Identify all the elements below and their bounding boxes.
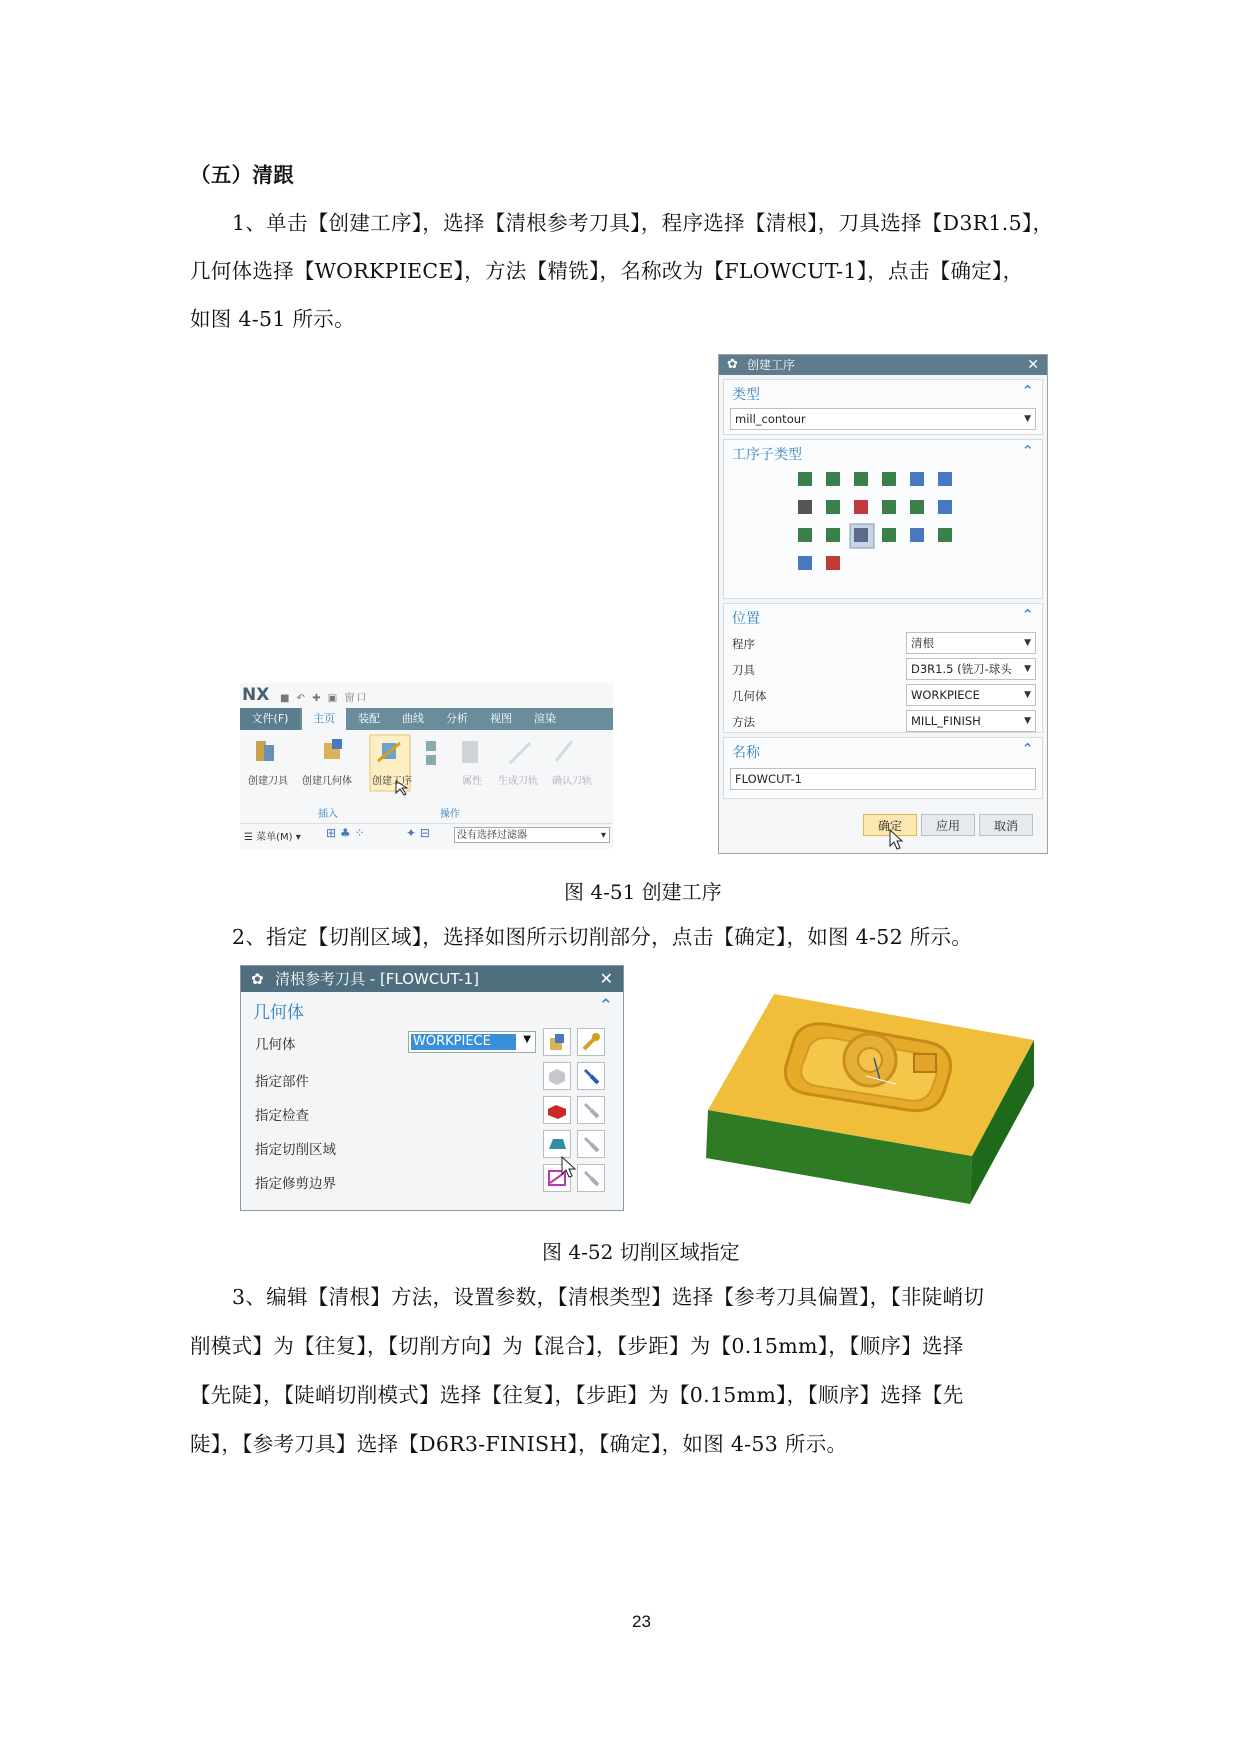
- gear-icon: ✿: [251, 970, 264, 988]
- program-combo[interactable]: 清根 ▼: [906, 632, 1036, 654]
- generate-path-button[interactable]: 生成刀轨: [498, 776, 538, 787]
- chevron-down-icon: ▼: [1024, 716, 1031, 726]
- flashlight-icon: [578, 1131, 604, 1157]
- wrench-icon: [578, 1029, 604, 1055]
- name-section: [723, 737, 1043, 799]
- show-check-button[interactable]: [577, 1096, 605, 1124]
- show-cut-area-button[interactable]: [577, 1130, 605, 1158]
- method-combo[interactable]: MILL_FINISH ▼: [906, 710, 1036, 732]
- type-section: [723, 379, 1043, 435]
- specify-cut-area-button[interactable]: [543, 1130, 571, 1158]
- ok-button[interactable]: 确定: [863, 814, 917, 836]
- apply-button[interactable]: 应用: [921, 814, 975, 836]
- location-section-header[interactable]: 位置: [732, 611, 760, 627]
- page-number: 23: [632, 1612, 651, 1631]
- para3-line1: 3、编辑【清根】方法，设置参数，【清根类型】选择【参考刀具偏置】，【非陡峭切: [232, 1285, 985, 1309]
- specify-check-label: 指定检查: [255, 1108, 309, 1124]
- window-icon[interactable]: ▣: [327, 693, 340, 704]
- verify-path-button[interactable]: 确认刀轨: [552, 776, 592, 787]
- specify-cut-area-label: 指定切削区域: [255, 1142, 336, 1158]
- subtype-section-header[interactable]: 工序子类型: [732, 447, 802, 463]
- specify-part-button[interactable]: [543, 1062, 571, 1090]
- create-operation-dialog: [718, 354, 1048, 854]
- flowcut-titlebar: [241, 966, 623, 992]
- chevron-down-icon: ▼: [1024, 659, 1031, 679]
- geometry-section-header[interactable]: 几何体: [253, 1003, 304, 1023]
- type-combo[interactable]: mill_contour ▼: [730, 408, 1036, 430]
- create-geometry-icon: [324, 739, 342, 759]
- group-operation: 操作: [440, 809, 460, 820]
- chevron-down-icon: ▼: [1024, 638, 1031, 648]
- show-trim-boundary-button[interactable]: [577, 1164, 605, 1192]
- create-tool-icon: [256, 741, 274, 761]
- geometry-combo[interactable]: WORKPIECE ▼: [906, 684, 1036, 706]
- tab-render[interactable]: 渲染: [534, 712, 556, 725]
- collapse-subtype-icon[interactable]: ⌃: [1021, 442, 1034, 460]
- collapse-type-icon[interactable]: ⌃: [1021, 382, 1034, 400]
- para1-line2: 几何体选择【WORKPIECE】，方法【精铣】，名称改为【FLOWCUT-1】，点击【确定】，: [190, 259, 1024, 283]
- tool-combo[interactable]: D3R1.5 (铣刀-球头 ▼: [906, 658, 1036, 680]
- ribbon-tabbar: [240, 708, 613, 730]
- flashlight-icon: [578, 1097, 604, 1123]
- method-label: 方法: [732, 715, 755, 729]
- para1-line1: 1、单击【创建工序】，选择【清根参考刀具】，程序选择【清根】，刀具选择【D3R1.5】，: [232, 211, 1054, 235]
- flowcut-dialog: [240, 965, 624, 1211]
- menu-icon: ☰: [244, 832, 257, 843]
- tab-view[interactable]: 视图: [490, 712, 512, 725]
- figure-caption-4-52: 图 4-52 切削区域指定: [542, 1240, 740, 1264]
- chevron-down-icon: ▼: [1024, 690, 1031, 700]
- name-input[interactable]: FLOWCUT-1: [730, 768, 1036, 790]
- create-operation-button[interactable]: 创建工序: [372, 776, 412, 787]
- tab-curve[interactable]: 曲线: [402, 712, 424, 725]
- tool-label: 刀具: [732, 663, 755, 677]
- chevron-down-icon: ▼: [1024, 414, 1031, 424]
- window-menu[interactable]: 窗口: [344, 693, 369, 704]
- subtype-section: [723, 439, 1043, 599]
- create-tool-button[interactable]: 创建刀具: [248, 776, 288, 787]
- location-section: [723, 603, 1043, 733]
- group-insert: 插入: [318, 809, 338, 820]
- tab-assembly[interactable]: 装配: [358, 712, 380, 725]
- collapse-location-icon[interactable]: ⌃: [1021, 606, 1034, 624]
- save-icon[interactable]: ■: [280, 693, 292, 704]
- close-icon[interactable]: ✕: [1027, 357, 1039, 373]
- nx-logo: NX: [242, 685, 270, 705]
- quick-access-toolbar[interactable]: [280, 689, 368, 704]
- collapse-name-icon[interactable]: ⌃: [1021, 740, 1034, 758]
- undo-icon[interactable]: ↶: [296, 693, 308, 704]
- operation-subtype-icons[interactable]: [794, 468, 974, 596]
- dialog-titlebar: [719, 355, 1047, 375]
- flashlight-icon: [578, 1063, 604, 1089]
- cancel-button[interactable]: 取消: [979, 814, 1033, 836]
- create-geometry-button[interactable]: 创建几何体: [302, 776, 352, 787]
- flashlight-icon: [578, 1165, 604, 1191]
- specify-trim-boundary-label: 指定修剪边界: [255, 1176, 336, 1192]
- program-label: 程序: [732, 637, 755, 651]
- para1-line3: 如图 4-51 所示。: [190, 307, 355, 331]
- para3-line4: 陡】，【参考刀具】选择【D6R3-FINISH】，【确定】，如图 4-53 所示。: [190, 1432, 848, 1456]
- ribbon-icons: [240, 733, 613, 803]
- mouse-cursor-icon: [561, 1156, 579, 1180]
- geometry-label: 几何体: [732, 689, 767, 703]
- verify-path-icon: [556, 741, 572, 761]
- para2: 2、指定【切削区域】，选择如图所示切削部分，点击【确定】，如图 4-52 所示。: [232, 925, 973, 949]
- specify-check-button[interactable]: [543, 1096, 571, 1124]
- edit-geometry-button[interactable]: [577, 1028, 605, 1056]
- selection-filter-combo[interactable]: 没有选择过滤器 ▾: [454, 827, 610, 843]
- figure-caption-4-51: 图 4-51 创建工序: [564, 880, 722, 904]
- menu-button[interactable]: ☰ 菜单(M) ▾: [244, 832, 301, 843]
- tab-analysis[interactable]: 分析: [446, 712, 468, 725]
- properties-button[interactable]: 属性: [462, 776, 482, 787]
- geometry-select[interactable]: WORKPIECE ▼: [408, 1031, 536, 1053]
- new-geometry-button[interactable]: [543, 1028, 571, 1056]
- specify-part-label: 指定部件: [255, 1074, 309, 1090]
- close-icon[interactable]: ✕: [599, 969, 613, 988]
- select-tools-icon[interactable]: ⊞ ♣ ⁘: [326, 826, 365, 840]
- generate-path-icon: [510, 743, 530, 763]
- gear-icon: ✿: [727, 357, 738, 372]
- chevron-down-icon: ▼: [523, 1034, 531, 1045]
- show-part-button[interactable]: [577, 1062, 605, 1090]
- tab-file[interactable]: 文件(F): [240, 708, 300, 730]
- flowcut-title: 清根参考刀具 - [FLOWCUT-1]: [275, 970, 479, 988]
- para3-line3: 【先陡】，【陡峭切削模式】选择【往复】，【步距】为【0.15mm】，【顺序】选择【先: [190, 1383, 964, 1407]
- mouse-cursor-icon: [889, 829, 905, 851]
- redo-icon[interactable]: ✚: [312, 693, 323, 704]
- tab-home[interactable]: 主页: [302, 708, 346, 730]
- collapse-geometry-icon[interactable]: ⌃: [598, 996, 613, 1016]
- type-section-header[interactable]: 类型: [732, 387, 760, 403]
- ribbon-bottom-bar: [240, 823, 613, 848]
- dialog-title: 创建工序: [747, 358, 796, 372]
- nx-ribbon: [240, 683, 613, 849]
- para3-line2: 削模式】为【往复】，【切削方向】为【混合】，【步距】为【0.15mm】，【顺序】选择: [190, 1334, 964, 1358]
- section-heading: （五）清跟: [190, 163, 294, 187]
- name-section-header[interactable]: 名称: [732, 745, 760, 761]
- geometry-label: 几何体: [255, 1037, 296, 1053]
- snap-icon[interactable]: ✦ ⊟: [406, 826, 430, 840]
- properties-icon: [462, 741, 478, 763]
- part-3d-model: [700, 980, 1040, 1210]
